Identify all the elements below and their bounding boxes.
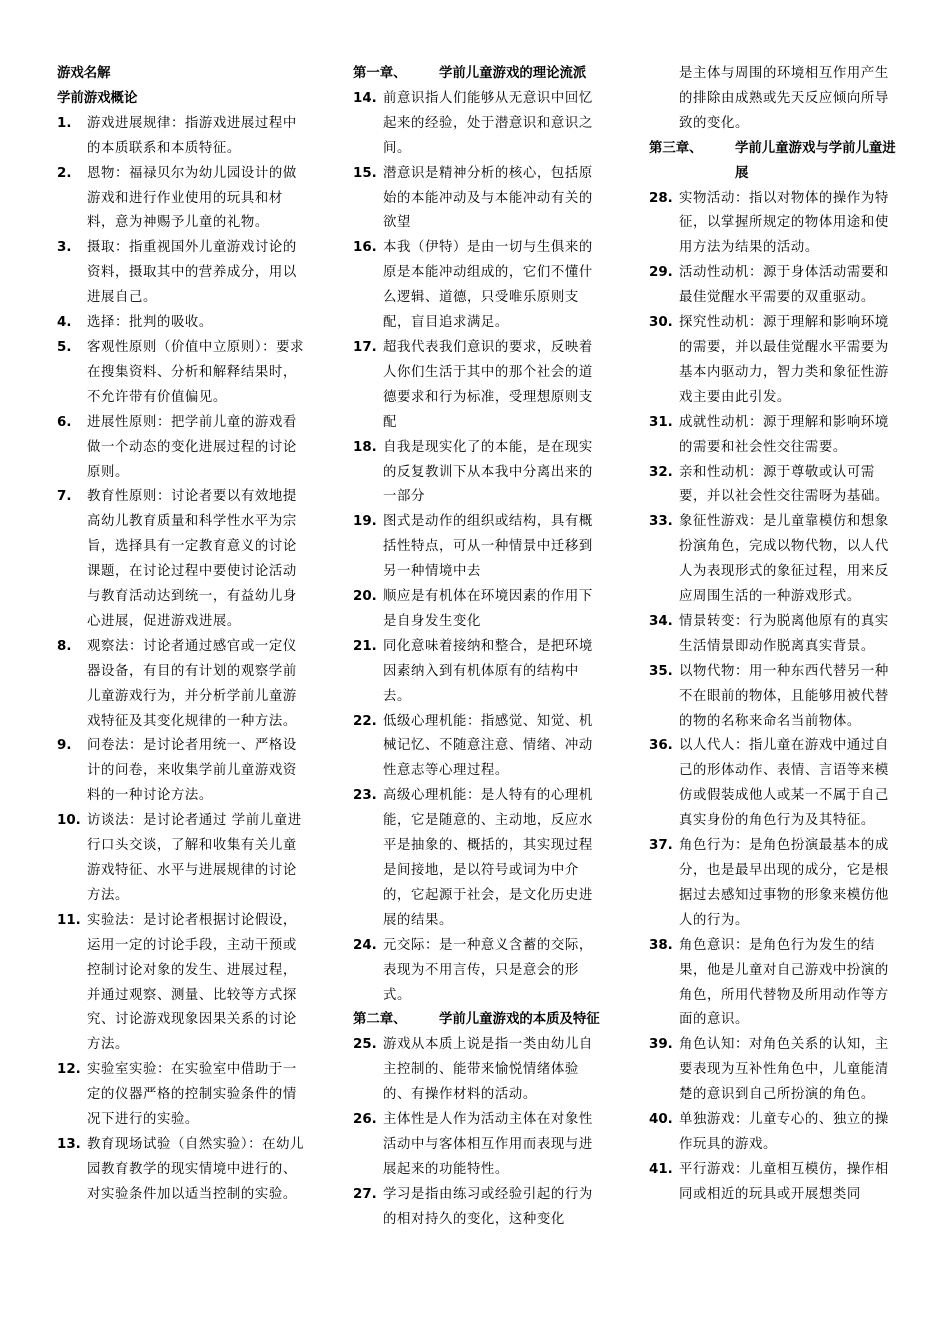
item-text: 探究性动机：源于理解和影响环境的需要，并以最佳觉醒水平需要为基本内驱动力，智力类和象征性游戏主要由此引发。 xyxy=(679,315,889,405)
list-item xyxy=(57,162,309,237)
column-2 xyxy=(353,62,605,1233)
item-text: 超我代表我们意识的要求，反映着人你们生活于其中的那个社会的道德要求和行为标准，受理想原则支配 xyxy=(383,339,593,430)
list-item xyxy=(57,112,309,162)
item-number: 29. xyxy=(649,265,673,281)
list-item xyxy=(649,1108,901,1158)
item-number: 33. xyxy=(649,514,673,530)
item-number: 13. xyxy=(57,1136,81,1152)
list-item xyxy=(57,411,309,486)
item-number: 22. xyxy=(353,713,377,729)
list-item xyxy=(353,162,605,237)
item-text: 潜意识是精神分析的核心，包括原始的本能冲动及与本能冲动有关的欲望 xyxy=(383,165,593,231)
item-text: 学习是指由练习或经验引起的行为的相对持久的变化，这种变化 xyxy=(383,1186,593,1227)
list-item xyxy=(353,585,605,635)
item-text: 恩物：福禄贝尔为幼儿园设计的做游戏和进行作业使用的玩具和材料，意为神赐予儿童的礼物。 xyxy=(87,165,297,231)
item-number: 10. xyxy=(57,813,81,829)
item-number: 35. xyxy=(649,663,673,679)
item-number: 27. xyxy=(353,1186,377,1202)
item-text: 同化意味着接纳和整合，是把环境因素纳入到有机体原有的结构中去。 xyxy=(383,638,593,704)
list-item xyxy=(649,1033,901,1108)
list-item xyxy=(353,710,605,785)
item-text: 情景转变：行为脱离他原有的真实生活情景即动作脱离真实背景。 xyxy=(679,613,889,654)
list-item xyxy=(649,261,901,311)
item-text: 主体性是人作为活动主体在对象性活动中与客体相互作用而表现与进展起来的功能特性。 xyxy=(383,1112,593,1177)
term-list-2 xyxy=(353,87,605,1009)
item-number: 38. xyxy=(649,937,673,953)
item-number: 37. xyxy=(649,838,673,854)
chapter-heading-3 xyxy=(649,137,901,187)
item-text: 摄取：指重视国外儿童游戏讨论的资料，摄取其中的营养成分，用以进展自己。 xyxy=(87,240,297,306)
list-item xyxy=(649,610,901,660)
chapter-title: 学前儿童游戏的理论流派 xyxy=(439,66,587,81)
term-list-4 xyxy=(649,187,901,1208)
list-item xyxy=(353,236,605,336)
item-text: 角色认知：对角色关系的认知，主要表现为互补性角色中，儿童能清楚的意识到自己所扮演的角色。 xyxy=(679,1037,889,1103)
item-text: 游戏进展规律：指游戏进展过程中的本质联系和本质特征。 xyxy=(87,115,297,156)
list-item xyxy=(649,934,901,1034)
item-number: 16. xyxy=(353,240,377,256)
item-number: 17. xyxy=(353,339,377,355)
item-number: 26. xyxy=(353,1112,377,1128)
chapter-heading-2 xyxy=(353,1008,605,1033)
item-number: 39. xyxy=(649,1037,673,1053)
list-item xyxy=(353,87,605,162)
term-list-3 xyxy=(353,1033,605,1232)
list-item xyxy=(353,336,605,436)
item-number: 18. xyxy=(353,439,377,455)
column-1 xyxy=(57,62,309,1208)
item-number: 3. xyxy=(57,240,72,256)
list-item xyxy=(649,461,901,511)
list-item xyxy=(649,834,901,934)
section-title: 学前游戏概论 xyxy=(57,90,138,106)
list-item xyxy=(649,660,901,735)
item-number: 20. xyxy=(353,589,377,605)
item-text: 进展性原则：把学前儿童的游戏看做一个动态的变化进展过程的讨论原则。 xyxy=(87,414,297,480)
item-text: 以人代人：指儿童在游戏中通过自己的形体动作、表情、言语等来模仿或假装成他人或某一不属于自己真实身份的角色行为及其特征。 xyxy=(679,738,889,829)
item-number: 5. xyxy=(57,339,72,355)
item-number: 40. xyxy=(649,1112,673,1128)
item-text: 角色意识：是角色行为发生的结果，他是儿童对自己游戏中扮演的角色，所用代替物及所用动作等方面的意识。 xyxy=(679,937,889,1028)
item-text: 平行游戏：儿童相互模仿，操作相同或相近的玩具或开展想类同 xyxy=(679,1161,889,1202)
chapter-number: 第一章、 xyxy=(353,66,407,81)
item-number: 11. xyxy=(57,912,81,928)
item-number: 12. xyxy=(57,1062,81,1078)
item-number: 19. xyxy=(353,514,377,530)
item-number: 14. xyxy=(353,90,377,106)
list-item xyxy=(353,1108,605,1183)
item-number: 7. xyxy=(57,489,72,505)
document-title: 游戏名解 xyxy=(57,66,111,81)
item-text: 成就性动机：源于理解和影响环境的需要和社会性交往需要。 xyxy=(679,414,889,455)
item-text: 实验室实验：在实验室中借助于一定的仪器严格的控制实验条件的情况下进行的实验。 xyxy=(87,1062,297,1128)
item-text: 访谈法：是讨论者通过 学前儿童进行口头交谈，了解和收集有关儿童游戏特征、水平与进展规律的讨论方法。 xyxy=(87,813,302,903)
list-item xyxy=(353,1183,605,1233)
item-number: 30. xyxy=(649,315,673,331)
item-text: 图式是动作的组织或结构，具有概括性特点，可从一种情景中迁移到另一种情境中去 xyxy=(383,514,593,580)
item-text: 教育现场试验（自然实验）：在幼儿园教育教学的现实情境中进行的、对实验条件加以适当控制的实验。 xyxy=(87,1136,305,1202)
list-item xyxy=(649,734,901,834)
item-number: 8. xyxy=(57,638,72,654)
item-number: 15. xyxy=(353,165,377,181)
item-text: 客观性原则（价值中立原则）：要求在搜集资料、分析和解释结果时，不允许带有价值偏见。 xyxy=(87,339,305,405)
list-item xyxy=(353,1033,605,1108)
item-text: 象征性游戏：是儿童靠模仿和想象扮演角色，完成以物代物，以人代人为表现形式的象征过程，用来反应周围生活的一种游戏形式。 xyxy=(679,514,889,605)
chapter-heading-1 xyxy=(353,62,605,87)
item-text: 选择：批判的吸收。 xyxy=(87,315,213,331)
list-item xyxy=(57,311,309,336)
item-text: 角色行为：是角色扮演最基本的成分，也是最早出现的成分，它是根据过去感知过事物的形象来模仿他人的行为。 xyxy=(679,838,889,928)
item-number: 4. xyxy=(57,315,72,331)
item-number: 25. xyxy=(353,1037,377,1053)
list-item xyxy=(353,510,605,585)
item-number: 36. xyxy=(649,738,673,754)
chapter-number: 第二章、 xyxy=(353,1012,407,1028)
item-text: 本我（伊特）是由一切与生俱来的原是本能冲动组成的，它们不懂什么逻辑、道德，只受唯乐原则支配，盲目追求满足。 xyxy=(383,240,593,331)
item-text: 实物活动：指以对物体的操作为特征，以掌握所规定的物体用途和使用方法为结果的活动。 xyxy=(679,190,889,256)
item-number: 24. xyxy=(353,937,377,953)
item-number: 28. xyxy=(649,190,673,206)
list-item xyxy=(649,510,901,610)
list-item xyxy=(353,784,605,933)
item-text: 元交际：是一种意义含蓄的交际，表现为不用言传，只是意会的形式。 xyxy=(383,937,593,1003)
chapter-number: 第三章、 xyxy=(649,140,703,156)
list-item xyxy=(57,734,309,809)
item-text: 顺应是有机体在环境因素的作用下是自身发生变化 xyxy=(383,589,593,629)
list-item xyxy=(57,1058,309,1133)
item-text: 单独游戏：儿童专心的、独立的操作玩具的游戏。 xyxy=(679,1112,889,1152)
item-text: 前意识指人们能够从无意识中回忆起来的经验，处于潜意识和意识之间。 xyxy=(383,90,593,156)
list-item xyxy=(649,187,901,262)
list-item xyxy=(353,934,605,1009)
list-item xyxy=(57,236,309,311)
term-list-1 xyxy=(57,112,309,1208)
chapter-title: 学前儿童游戏与学前儿童进展 xyxy=(735,140,896,181)
item-number: 1. xyxy=(57,115,72,131)
item-text: 活动性动机：源于身体活动需要和最佳觉醒水平需要的双重驱动。 xyxy=(679,265,889,306)
item-number: 6. xyxy=(57,414,72,430)
item-text: 教育性原则：讨论者要以有效地提高幼儿教育质量和科学性水平为宗旨，选择具有一定教育意义的讨论课题，在讨论过程中要使讨论活动与教育活动达到统一，有益幼儿身心进展，促进游戏进展。 xyxy=(87,489,297,629)
column-3 xyxy=(649,62,901,1208)
continued-text: 是主体与周围的环境相互作用产生的排除由成熟或先天反应倾向所导致的变化。 xyxy=(679,66,889,131)
item-number: 32. xyxy=(649,464,673,480)
item-text: 亲和性动机：源于尊敬或认可需要，并以社会性交往需呀为基础。 xyxy=(679,464,889,505)
item-text: 以物代物：用一种东西代替另一种不在眼前的物体，且能够用被代替的物的名称来命名当前物体。 xyxy=(679,663,889,729)
item-number: 21. xyxy=(353,638,377,654)
list-item xyxy=(57,485,309,634)
item-number: 31. xyxy=(649,414,673,430)
item-number: 2. xyxy=(57,165,72,181)
list-item xyxy=(57,336,309,411)
item-text: 观察法：讨论者通过感官或一定仪器设备，有目的有计划的观察学前儿童游戏行为，并分析学前儿童游戏特征及其变化规律的一种方法。 xyxy=(87,638,297,729)
list-item xyxy=(649,311,901,411)
item-text: 游戏从本质上说是指一类由幼儿自主控制的、能带来愉悦情绪体验的、有操作材料的活动。 xyxy=(383,1037,593,1103)
list-item xyxy=(57,635,309,735)
item-text: 高级心理机能：是人特有的心理机能，它是随意的、主动地，反应水平是抽象的、概括的，其实现过程是间接地，是以符号或词为中介的，它起源于社会，是文化历史进展的结果。 xyxy=(383,788,593,928)
list-item xyxy=(649,1158,901,1208)
list-item xyxy=(649,411,901,461)
item-text: 自我是现实化了的本能，是在现实的反复教训下从本我中分离出来的一部分 xyxy=(383,439,593,505)
item-text: 低级心理机能：指感觉、知觉、机械记忆、不随意注意、情绪、冲动性意志等心理过程。 xyxy=(383,713,593,779)
item-number: 34. xyxy=(649,613,673,629)
item-number: 23. xyxy=(353,788,377,804)
item-number: 41. xyxy=(649,1161,673,1177)
list-item xyxy=(353,635,605,710)
list-item xyxy=(353,436,605,511)
list-item xyxy=(57,909,309,1058)
item-number: 9. xyxy=(57,738,72,754)
item-text: 实验法：是讨论者根据讨论假设，运用一定的讨论手段，主动干预或控制讨论对象的发生、进展过程，并通过观察、测量、比较等方式探究、讨论游戏现象因果关系的讨论方法。 xyxy=(87,912,297,1053)
list-item xyxy=(57,809,309,909)
list-item xyxy=(57,1133,309,1208)
item-text: 问卷法：是讨论者用统一、严格设计的问卷，来收集学前儿童游戏资料的一种讨论方法。 xyxy=(87,738,297,804)
chapter-title: 学前儿童游戏的本质及特征 xyxy=(439,1012,600,1028)
